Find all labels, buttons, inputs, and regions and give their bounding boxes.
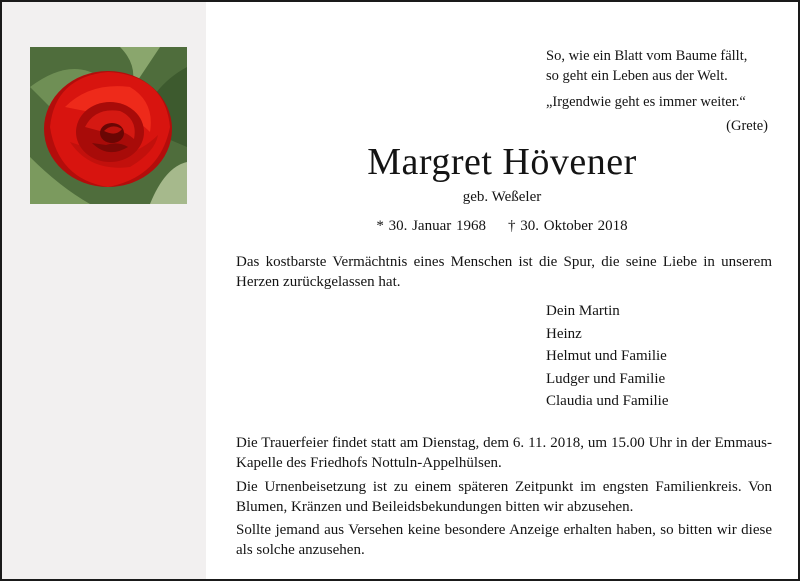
rose-image [30, 47, 187, 204]
motto-quote: „Irgendwie geht es immer weiter.“ [546, 94, 746, 110]
deceased-name: Margret Hövener [367, 141, 637, 183]
mourner-item: Dein Martin [546, 303, 620, 319]
death-date: † 30. Oktober 2018 [508, 218, 628, 234]
closing-notice: Sollte jemand aus Versehen keine besondere Anzeige erhalten haben, so bitten wir diese als solche anzusehen. [236, 522, 772, 558]
funeral-notice: Die Trauerfeier findet statt am Dienstag, dem 6. 11. 2018, um 15.00 Uhr in der Emmaus-Kapelle des Friedhofs Nottuln-Appelhülsen. [236, 435, 772, 471]
motto-line-1: So, wie ein Blatt vom Baume fällt, [546, 48, 748, 64]
motto-line-2: so geht ein Leben aus der Welt. [546, 68, 728, 84]
mourner-item: Ludger und Familie [546, 370, 666, 387]
mourner-item: Heinz [546, 325, 582, 342]
motto-verse [546, 46, 776, 136]
motto-author: (Grete) [726, 118, 768, 134]
mourners-list [546, 300, 668, 413]
mourner-item: Helmut und Familie [546, 348, 667, 364]
urn-notice: Die Urnenbeisetzung ist zu einem späteren Zeitpunkt im engsten Familienkreis. Von Blumen, Kränzen und Beileidsbekundungen bitten wir abzusehen. [236, 479, 772, 515]
rose-illustration [30, 47, 187, 204]
birth-name: geb. Weßeler [462, 189, 542, 205]
tribute-text: Das kostbarste Vermächtnis eines Menschen ist die Spur, die seine Liebe in unserem Herzen zurückgelassen hat. [236, 254, 772, 290]
life-dates [206, 218, 798, 235]
birth-date: * 30. Januar 1968 [376, 218, 486, 234]
mourner-item: Claudia und Familie [546, 393, 669, 409]
